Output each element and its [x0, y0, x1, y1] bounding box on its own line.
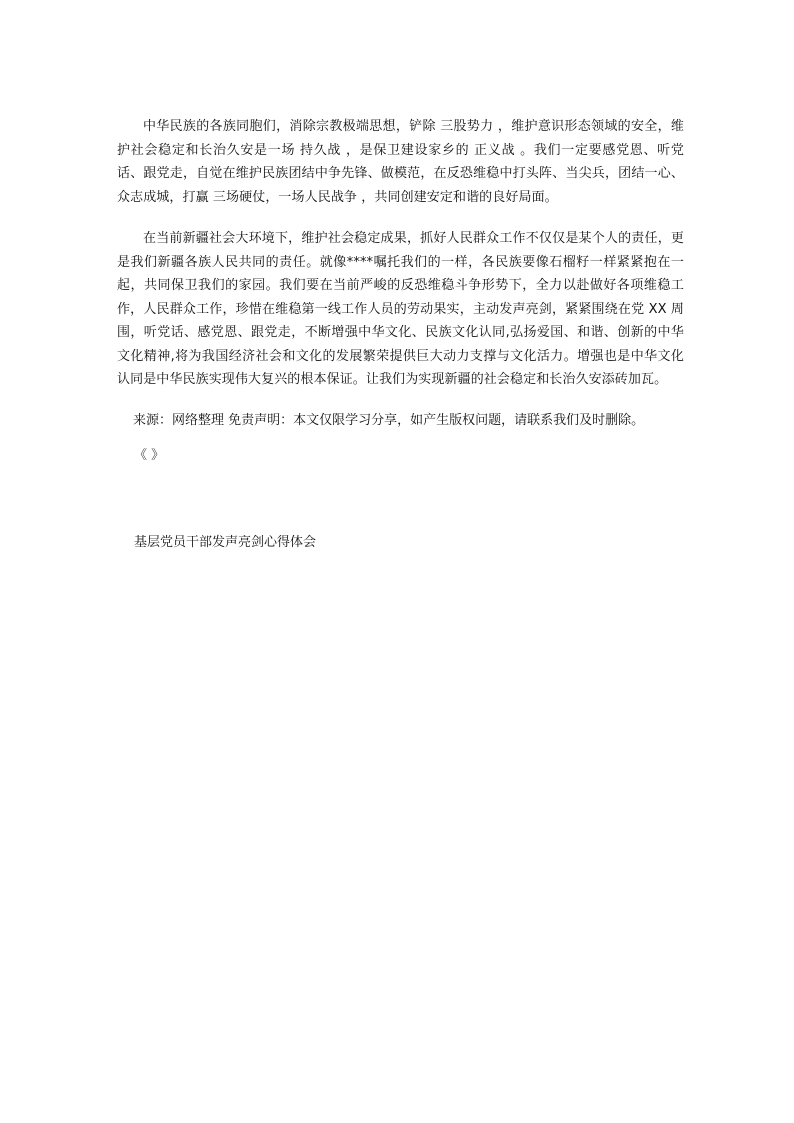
body-paragraph-2: 在当前新疆社会大环境下，维护社会稳定成果，抓好人民群众工作不仅仅是某个人的责任，更是我们新疆各族人民共同的责任。就像****嘱托我们的一样，各民族要像石榴籽一样紧紧抱在一起，共同保卫我们的家园。我们要在当前严峻的反恐维稳斗争形势下，全力以赴做好各项维稳工作，人民群众工作，珍惜在维稳第一线工作人员的劳动果实，主动发声亮剑，紧紧围绕在党 XX 周围，听党话、感党恩、跟党走，不断增强中华文化、民族文化认同,弘扬爱国、和谐、创新的中华文化精神,将为我国经济社会和文化的发展繁荣提供巨大动力支撑与文化活力。增强也是中华文化认同是中华民族实现伟大复兴的根本保证。让我们为实现新疆的社会稳定和长治久安添砖加瓦。	[117, 231, 684, 387]
prev-next-nav[interactable]: 《 》	[134, 447, 165, 463]
source-disclaimer: 来源：网络整理 免责声明：本文仅限学习分享，如产生版权问题，请联系我们及时删除。	[133, 412, 645, 428]
related-article-link[interactable]: 基层党员干部发声亮剑心得体会	[134, 534, 317, 550]
document-body	[117, 115, 684, 554]
body-paragraph-1: 中华民族的各族同胞们，消除宗教极端思想，铲除 三股势力 ，维护意识形态领域的安全，维护社会稳定和长治久安是一场 持久战 ，是保卫建设家乡的 正义战 。我们一定要感党恩、听党话、跟党走，自觉在维护民族团结中争先锋、做模范，在反恐维稳中打头阵、当尖兵，团结一心、众志成城，打赢 三场硬仗，一场人民战争 ，共同创建安定和谐的良好局面。	[117, 119, 684, 205]
